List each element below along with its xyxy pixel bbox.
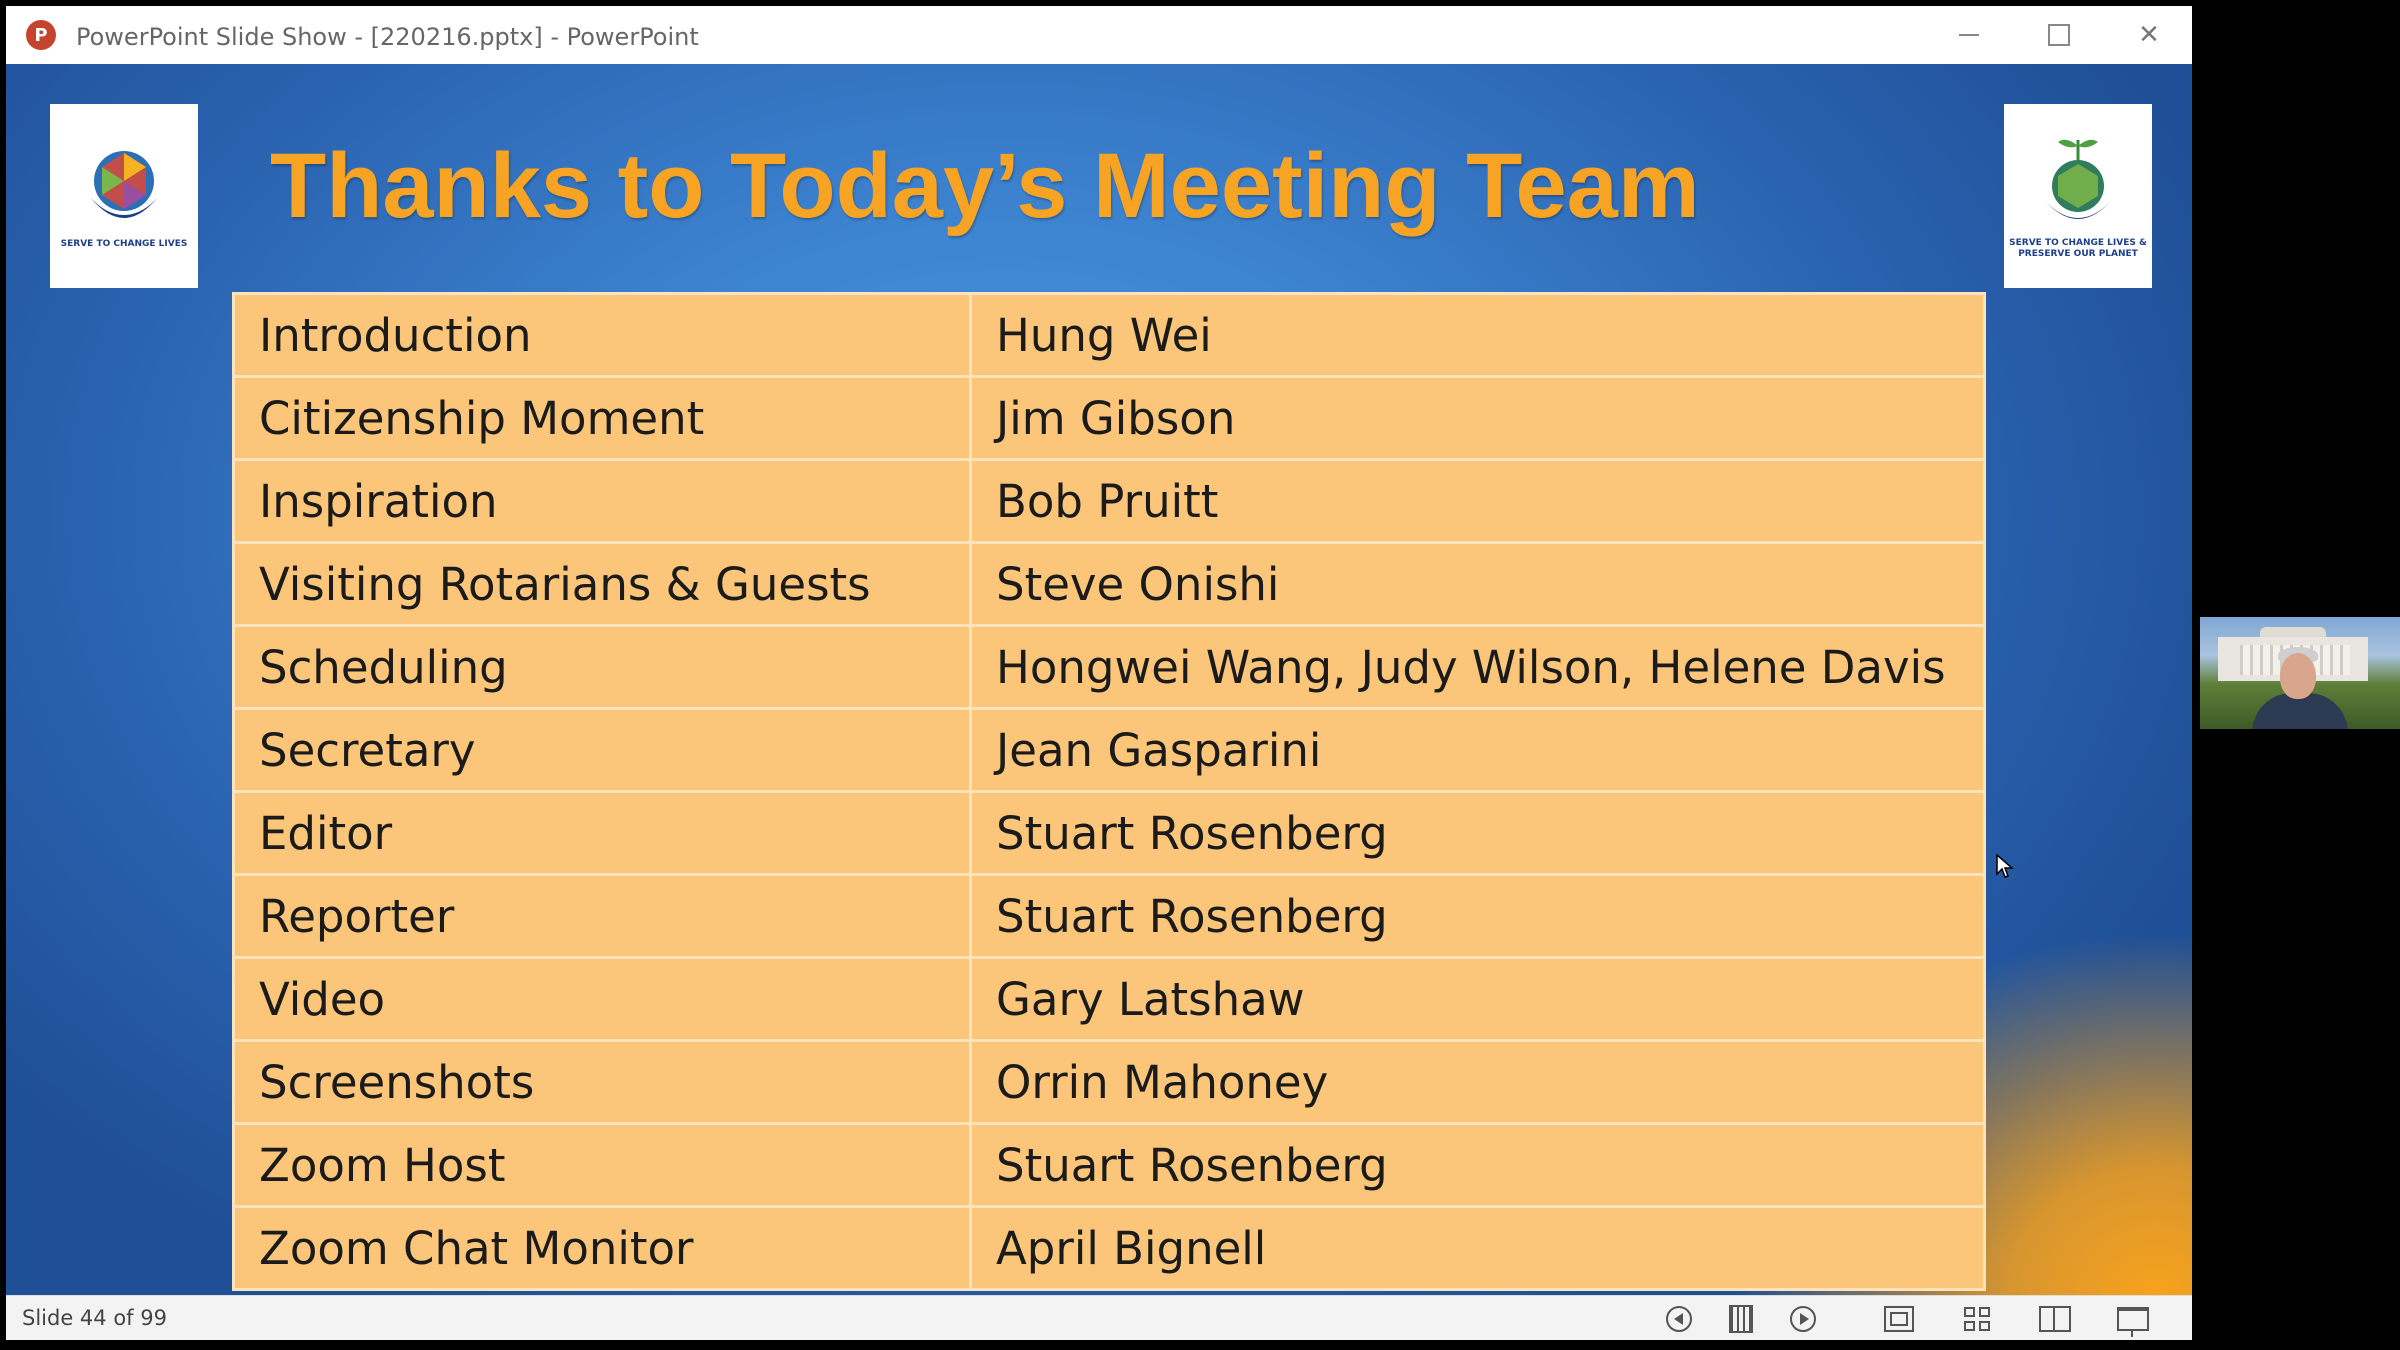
table-row xyxy=(234,792,1985,875)
team-role-cell: Zoom Host xyxy=(234,1124,971,1207)
team-role-cell: Secretary xyxy=(234,709,971,792)
team-role-cell: Introduction xyxy=(234,294,971,377)
meeting-team-table xyxy=(232,292,1986,1291)
next-icon xyxy=(1790,1306,1816,1332)
team-member-cell: Stuart Rosenberg xyxy=(971,792,1985,875)
window-title: PowerPoint Slide Show - [220216.pptx] - PowerPoint xyxy=(76,23,699,51)
slide-show-icon xyxy=(2117,1307,2149,1331)
slide-show-button[interactable] xyxy=(2116,1302,2150,1336)
team-member-cell: April Bignell xyxy=(971,1207,1985,1290)
status-bar xyxy=(6,1295,2192,1340)
table-row xyxy=(234,709,1985,792)
table-row xyxy=(234,377,1985,460)
table-row xyxy=(234,875,1985,958)
rotary-logo-right xyxy=(2004,104,2152,288)
slide-sorter-button[interactable] xyxy=(1960,1302,1994,1336)
team-role-cell: Screenshots xyxy=(234,1041,971,1124)
logo-right-caption: SERVE TO CHANGE LIVES & PRESERVE OUR PLANET xyxy=(2009,238,2147,259)
table-row xyxy=(234,1041,1985,1124)
slide-menu-icon xyxy=(1729,1305,1753,1333)
close-button[interactable] xyxy=(2114,14,2184,56)
table-row xyxy=(234,543,1985,626)
powerpoint-window xyxy=(6,6,2192,1340)
normal-view-icon xyxy=(1884,1306,1914,1332)
table-row xyxy=(234,626,1985,709)
team-role-cell: Video xyxy=(234,958,971,1041)
team-role-cell: Reporter xyxy=(234,875,971,958)
logo-left-caption: SERVE TO CHANGE LIVES xyxy=(60,238,188,249)
participant-head xyxy=(2280,653,2316,699)
team-member-cell: Orrin Mahoney xyxy=(971,1041,1985,1124)
team-member-cell: Steve Onishi xyxy=(971,543,1985,626)
maximize-button[interactable] xyxy=(2024,14,2094,56)
table-row xyxy=(234,1207,1985,1290)
close-icon: ✕ xyxy=(2138,20,2160,50)
team-member-cell: Jim Gibson xyxy=(971,377,1985,460)
team-member-cell: Bob Pruitt xyxy=(971,460,1985,543)
slide-menu-button[interactable] xyxy=(1724,1302,1758,1336)
rotary-logo-left xyxy=(50,104,198,288)
slide-title: Thanks to Today’s Meeting Team xyxy=(270,135,1700,237)
table-row xyxy=(234,958,1985,1041)
next-slide-button[interactable] xyxy=(1786,1302,1820,1336)
reading-view-button[interactable] xyxy=(2038,1302,2072,1336)
team-role-cell: Citizenship Moment xyxy=(234,377,971,460)
globe-hands-icon xyxy=(82,143,166,233)
team-member-cell: Hung Wei xyxy=(971,294,1985,377)
team-role-cell: Zoom Chat Monitor xyxy=(234,1207,971,1290)
previous-slide-button[interactable] xyxy=(1662,1302,1696,1336)
team-member-cell: Gary Latshaw xyxy=(971,958,1985,1041)
table-row xyxy=(234,460,1985,543)
maximize-icon xyxy=(2048,24,2070,46)
normal-view-button[interactable] xyxy=(1882,1302,1916,1336)
slide-counter: Slide 44 of 99 xyxy=(22,1306,167,1330)
table-row xyxy=(234,1124,1985,1207)
previous-icon xyxy=(1666,1306,1692,1332)
minimize-button[interactable] xyxy=(1934,14,2004,56)
team-member-cell: Jean Gasparini xyxy=(971,709,1985,792)
team-member-cell: Stuart Rosenberg xyxy=(971,1124,1985,1207)
slide-sorter-icon xyxy=(1964,1307,1990,1331)
team-role-cell: Editor xyxy=(234,792,971,875)
team-role-cell: Visiting Rotarians & Guests xyxy=(234,543,971,626)
reading-view-icon xyxy=(2039,1306,2071,1332)
globe-sprout-icon xyxy=(2036,132,2120,232)
powerpoint-app-icon: P xyxy=(26,20,56,50)
participant-video-thumbnail[interactable] xyxy=(2200,617,2400,729)
team-member-cell: Stuart Rosenberg xyxy=(971,875,1985,958)
team-member-cell: Hongwei Wang, Judy Wilson, Helene Davis xyxy=(971,626,1985,709)
title-bar xyxy=(6,6,2192,64)
team-role-cell: Inspiration xyxy=(234,460,971,543)
table-row xyxy=(234,294,1985,377)
team-role-cell: Scheduling xyxy=(234,626,971,709)
minimize-icon xyxy=(1959,34,1979,36)
slide-canvas[interactable] xyxy=(6,64,2192,1295)
